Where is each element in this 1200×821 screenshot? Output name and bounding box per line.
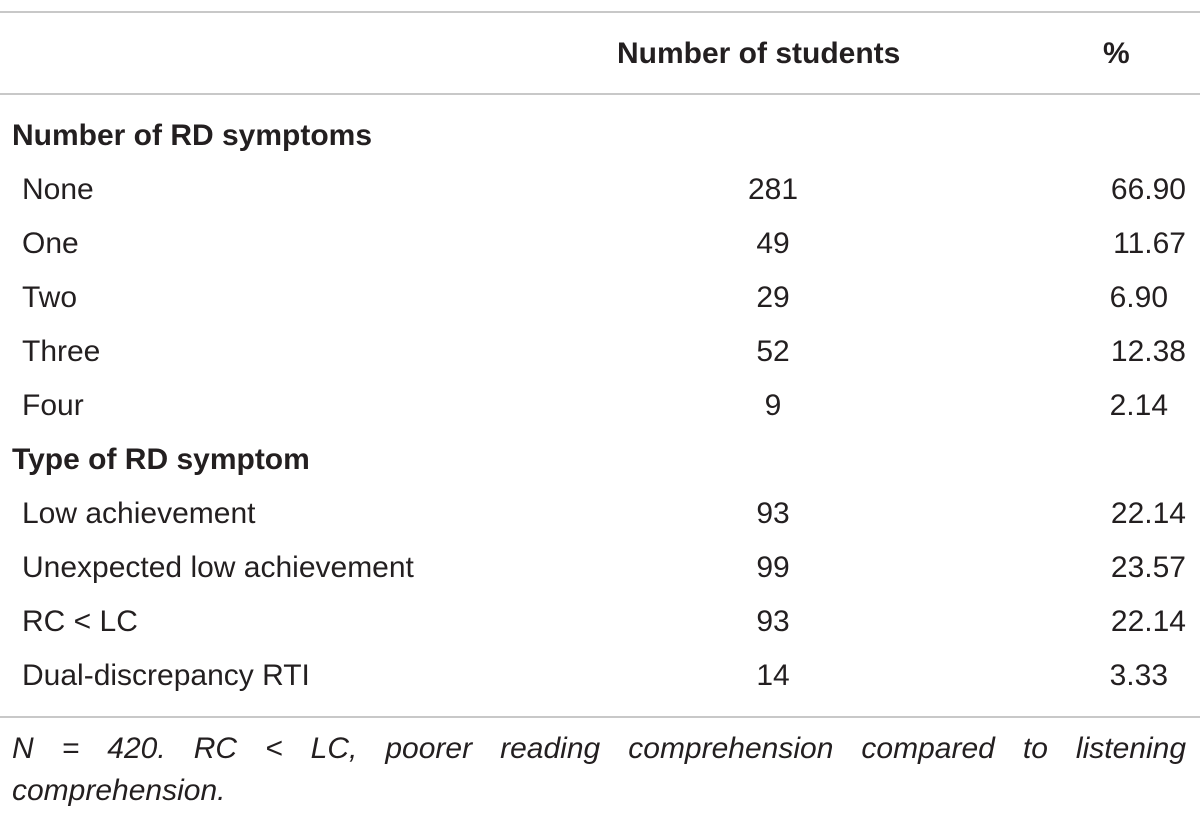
row-percent: 23.57 — [1110, 551, 1186, 584]
table-row — [0, 648, 1200, 702]
table-header-rule — [0, 93, 1200, 95]
row-percent: 6.90 — [1109, 281, 1168, 314]
row-count: 9 — [764, 389, 782, 422]
table-row — [0, 486, 1200, 540]
row-label: Three — [22, 335, 101, 368]
row-percent: 22.14 — [1110, 497, 1186, 530]
header-number-of-students: Number of students — [617, 37, 901, 70]
section-row — [0, 108, 1200, 162]
row-count: 281 — [747, 173, 799, 206]
row-count: 14 — [756, 659, 790, 692]
row-count: 93 — [756, 497, 790, 530]
row-label: None — [22, 173, 94, 206]
section-row — [0, 432, 1200, 486]
row-percent: 3.33 — [1109, 659, 1168, 692]
row-label: Low achievement — [22, 497, 256, 530]
table-body — [0, 108, 1200, 702]
row-count: 93 — [756, 605, 790, 638]
section-title: Number of RD symptoms — [12, 119, 373, 152]
table-row — [0, 270, 1200, 324]
row-count: 49 — [756, 227, 790, 260]
row-percent: 2.14 — [1109, 389, 1168, 422]
table-top-rule — [0, 11, 1200, 13]
row-label: Unexpected low achievement — [22, 551, 414, 584]
row-label: RC < LC — [22, 605, 138, 638]
row-label: Dual-discrepancy RTI — [22, 659, 310, 692]
table-row — [0, 594, 1200, 648]
row-label: One — [22, 227, 79, 260]
row-count: 29 — [756, 281, 790, 314]
row-percent: 66.90 — [1110, 173, 1186, 206]
table-footnote: N = 420. RC < LC, poorer reading comprehension compared to listening comprehension. — [12, 732, 1186, 807]
row-percent: 12.38 — [1110, 335, 1186, 368]
row-count: 99 — [756, 551, 790, 584]
table-row — [0, 324, 1200, 378]
table-row — [0, 162, 1200, 216]
row-percent: 22.14 — [1110, 605, 1186, 638]
table-bottom-rule — [0, 716, 1200, 718]
row-label: Four — [22, 389, 84, 422]
table-row — [0, 540, 1200, 594]
section-title: Type of RD symptom — [12, 443, 310, 476]
table-header-row — [0, 22, 1200, 84]
row-percent: 11.67 — [1113, 227, 1186, 260]
table-row — [0, 378, 1200, 432]
row-label: Two — [22, 281, 78, 314]
row-count: 52 — [756, 335, 790, 368]
table-row — [0, 216, 1200, 270]
header-percent: % — [1103, 37, 1130, 70]
